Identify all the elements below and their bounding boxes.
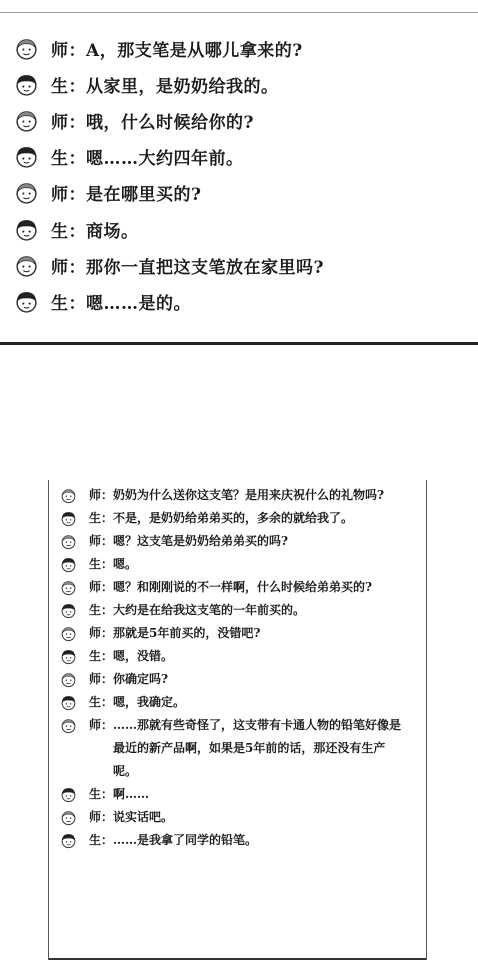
student-face-icon: [60, 556, 77, 573]
dialogue-text: 那你一直把这支笔放在家里吗?: [86, 257, 324, 278]
speaker-label: 师：: [51, 257, 86, 278]
speaker-label: 生：: [51, 293, 86, 314]
dialogue-line: [0, 30, 478, 66]
speaker-label: 师：: [89, 580, 114, 594]
dialogue-text: A，那支笔是从哪儿拿来的?: [86, 40, 303, 61]
dialogue-text: 嗯……大约四年前。: [86, 149, 244, 170]
teacher-face-icon: [14, 108, 39, 133]
dialogue-line: [49, 484, 426, 507]
student-face-icon: [14, 289, 39, 314]
speaker-label: 师：: [51, 185, 86, 206]
speaker-label: 师：: [51, 112, 86, 133]
speaker-label: 生：: [89, 695, 114, 709]
teacher-face-icon: [14, 36, 39, 61]
speaker-label: 生：: [51, 76, 86, 97]
dialogue-line: [49, 691, 426, 714]
dialogue-line: [49, 599, 426, 622]
dialogue-line: [0, 175, 478, 211]
speaker-label: 生：: [89, 649, 114, 663]
speaker-label: 生：: [89, 833, 114, 847]
dialogue-text: 啊……: [113, 787, 150, 801]
dialogue-line: [0, 211, 478, 247]
dialogue-line: [49, 530, 426, 553]
speaker-label: 师：: [89, 488, 114, 502]
dialogue-line: [0, 283, 478, 319]
speaker-label: 生：: [51, 221, 86, 242]
dialogue-text: 你确定吗?: [113, 672, 169, 686]
student-face-icon: [60, 786, 77, 803]
dialogue-text: ……那就有些奇怪了，这支带有卡通人物的铅笔好像是最近的新产品啊，如果是5年前的话，那还没有生产呢。: [113, 718, 402, 778]
dialogue-line: [49, 622, 426, 645]
dialogue-line: [0, 66, 478, 102]
dialogue-text: 不是，是奶奶给弟弟买的，多余的就给我了。: [113, 511, 354, 525]
dialogue-panel-bottom: [48, 480, 427, 960]
dialogue-line: [0, 247, 478, 283]
teacher-face-icon: [60, 579, 77, 596]
speaker-label: 生：: [89, 557, 114, 571]
dialogue-text: 嗯？这支笔是奶奶给弟弟买的吗?: [113, 534, 289, 548]
teacher-face-icon: [60, 625, 77, 642]
dialogue-line: [49, 668, 426, 691]
student-face-icon: [60, 510, 77, 527]
speaker-label: 师：: [89, 718, 114, 732]
speaker-label: 师：: [89, 626, 114, 640]
student-face-icon: [60, 602, 77, 619]
dialogue-text: 从家里，是奶奶给我的。: [86, 76, 279, 97]
teacher-face-icon: [60, 717, 77, 734]
dialogue-text: 嗯，我确定。: [113, 695, 186, 709]
student-face-icon: [14, 72, 39, 97]
dialogue-text: 嗯。: [113, 557, 138, 571]
speaker-label: 师：: [89, 672, 114, 686]
dialogue-text: 说实话吧。: [113, 810, 174, 824]
speaker-label: 师：: [89, 534, 114, 548]
dialogue-text: 商场。: [86, 221, 139, 242]
dialogue-line: [49, 576, 426, 599]
dialogue-line: [49, 783, 426, 806]
dialogue-line: [49, 507, 426, 530]
dialogue-text: 大约是在给我这支笔的一年前买的。: [113, 603, 306, 617]
dialogue-text: 嗯，没错。: [113, 649, 174, 663]
dialogue-line: [0, 139, 478, 175]
teacher-face-icon: [14, 253, 39, 278]
student-face-icon: [14, 144, 39, 169]
speaker-label: 师：: [89, 810, 114, 824]
dialogue-text: 是在哪里买的?: [86, 185, 202, 206]
top-divider: [0, 12, 478, 13]
teacher-face-icon: [60, 809, 77, 826]
speaker-label: 生：: [89, 603, 114, 617]
student-face-icon: [14, 217, 39, 242]
teacher-face-icon: [14, 180, 39, 205]
dialogue-text: 嗯？和刚刚说的不一样啊，什么时候给弟弟买的?: [113, 580, 373, 594]
dialogue-line: [49, 553, 426, 576]
dialogue-text: 奶奶为什么送你这支笔？是用来庆祝什么的礼物吗?: [113, 488, 385, 502]
dialogue-text: 那就是5年前买的，没错吧?: [113, 626, 261, 640]
teacher-face-icon: [60, 533, 77, 550]
speaker-label: 师：: [51, 40, 86, 61]
dialogue-line: [0, 102, 478, 138]
bottom-divider: [0, 342, 478, 345]
dialogue-line: [49, 645, 426, 668]
student-face-icon: [60, 832, 77, 849]
teacher-face-icon: [60, 671, 77, 688]
speaker-label: 生：: [89, 787, 114, 801]
dialogue-text: ……是我拿了同学的铅笔。: [113, 833, 258, 847]
student-face-icon: [60, 648, 77, 665]
dialogue-text: 哦，什么时候给你的?: [86, 112, 254, 133]
dialogue-lines: [0, 30, 478, 320]
speaker-label: 生：: [51, 149, 86, 170]
dialogue-line: [49, 829, 426, 852]
student-face-icon: [60, 694, 77, 711]
dialogue-panel-top: [0, 0, 478, 346]
dialogue-line: [49, 714, 426, 783]
speaker-label: 生：: [89, 511, 114, 525]
dialogue-lines: [49, 484, 426, 852]
dialogue-text: 嗯……是的。: [86, 293, 191, 314]
teacher-face-icon: [60, 487, 77, 504]
dialogue-line: [49, 806, 426, 829]
